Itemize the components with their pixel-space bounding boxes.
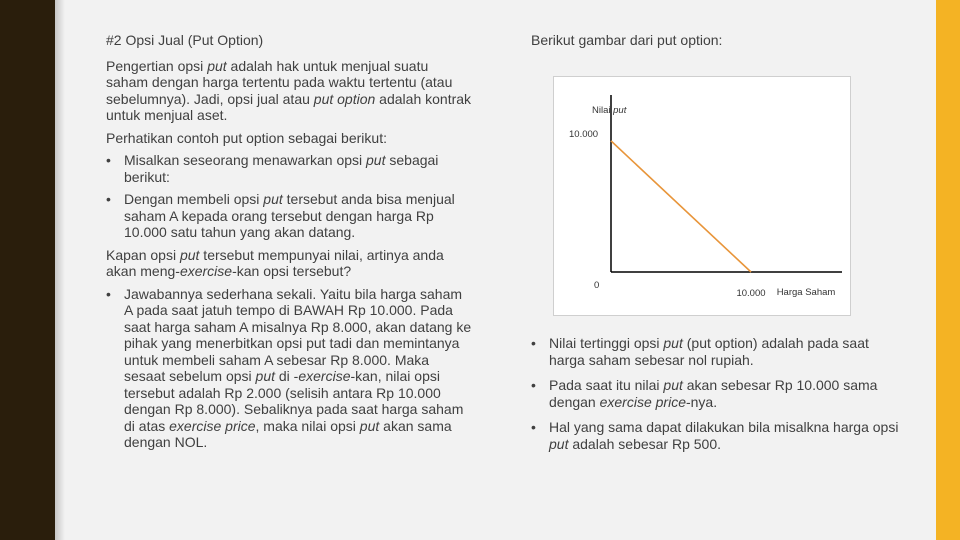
text-segment: adalah sebesar Rp 500. [568, 435, 722, 452]
text-segment: , maka nilai opsi [255, 417, 360, 434]
text-segment: Nilai tertinggi opsi [549, 335, 664, 351]
italic-term: put [263, 191, 283, 207]
italic-term: put [255, 368, 275, 384]
text-segment: -nya. [685, 393, 718, 410]
text-segment: akan sebesar Rp 10.000 sama dengan [549, 377, 878, 410]
text-segment: adalah hak untuk menjual suatu saham dengan harga tertentu pada waktu tertentu (atau sebelumnya). Jadi, opsi jual atau [106, 57, 453, 107]
italic-term: exercise [298, 368, 351, 384]
right-accent-bar [936, 0, 960, 540]
italic-term: put [663, 335, 683, 351]
text-segment: Pada saat itu nilai [549, 377, 664, 393]
answer-list [106, 286, 472, 451]
right-column [531, 32, 901, 55]
x-axis-label: Harga Saham [776, 287, 836, 298]
slide-title: #2 Opsi Jual (Put Option) [106, 32, 264, 48]
italic-term: exercise price [599, 393, 686, 410]
left-column [106, 32, 472, 457]
text-segment: Perhatikan contoh put option sebagai berikut: [106, 129, 387, 146]
y-axis-label [592, 105, 627, 116]
example-intro [106, 130, 472, 147]
text-segment: tersebut anda bisa menjual saham A kepada orang tersebut dengan harga Rp 10.000 satu tahun yang akan datang. [124, 191, 455, 240]
list-item [106, 286, 472, 451]
x-tick-label: 10.000 [736, 288, 766, 299]
text-segment: Jawabannya sederhana sekali. Yaitu bila harga saham A pada saat jatuh tempo di BAWAH Rp 10.000. Pada saat harga saham A misalnya Rp 8.000, akan datang ke pihak yang menerbitkan opsi put tadi dan memintanya untuk membeli saham A sebesar Rp 8.000. Maka sesaat sebelum opsi [124, 285, 472, 384]
y-tick-label: 10.000 [569, 128, 599, 140]
list-item [531, 335, 901, 368]
italic-term: exercise price [169, 417, 256, 434]
text-segment: di - [275, 368, 299, 384]
text-segment: -kan opsi tersebut? [232, 263, 352, 279]
definition-paragraph [106, 58, 472, 124]
list-item [531, 377, 901, 410]
italic-term: put [663, 377, 683, 393]
list-item [106, 152, 472, 185]
chart-svg [554, 77, 850, 315]
text-segment: tersebut mempunyai nilai, artinya anda akan meng- [106, 246, 444, 279]
question-paragraph [106, 247, 472, 280]
y-axis-label-italic: put [613, 105, 627, 116]
italic-term: put [549, 435, 569, 452]
left-decor-bar [0, 0, 55, 540]
put-option-chart [553, 76, 851, 316]
text-segment: (put option) adalah pada saat harga saham sebesar nol rupiah. [549, 335, 869, 368]
text-segment: Pengertian opsi [106, 57, 208, 74]
italic-term: put [207, 57, 227, 74]
list-item [106, 191, 472, 241]
y-axis-label-text: Nilai [592, 105, 614, 116]
figure-caption: Berikut gambar dari put option: [531, 32, 723, 48]
origin-label: 0 [594, 280, 600, 291]
text-segment: sebagai berikut: [124, 152, 439, 185]
list-item [531, 419, 901, 452]
italic-term: put [179, 246, 200, 263]
italic-term: exercise [179, 263, 233, 279]
example-list [106, 152, 472, 241]
text-segment: akan sama dengan NOL. [124, 417, 452, 450]
text-segment: adalah kontrak untuk menjual aset. [106, 90, 472, 123]
text-segment: Hal yang sama dapat dilakukan bila misalkna harga opsi [549, 419, 899, 435]
italic-term: put [366, 152, 386, 168]
italic-term: put [359, 417, 380, 434]
insight-list [531, 335, 901, 461]
put-value-line [611, 141, 751, 272]
text-segment: -kan, nilai opsi tersebut adalah Rp 2.000 (selisih antara Rp 10.000 dengan Rp 8.000). Sebaliknya pada saat harga saham di atas [124, 368, 464, 434]
italic-term: put option [313, 90, 376, 107]
text-segment: Dengan membeli opsi [124, 191, 264, 207]
text-segment: Misalkan seseorang menawarkan opsi [124, 152, 367, 168]
left-decor-shadow [55, 0, 65, 540]
text-segment: Kapan opsi [106, 246, 180, 263]
